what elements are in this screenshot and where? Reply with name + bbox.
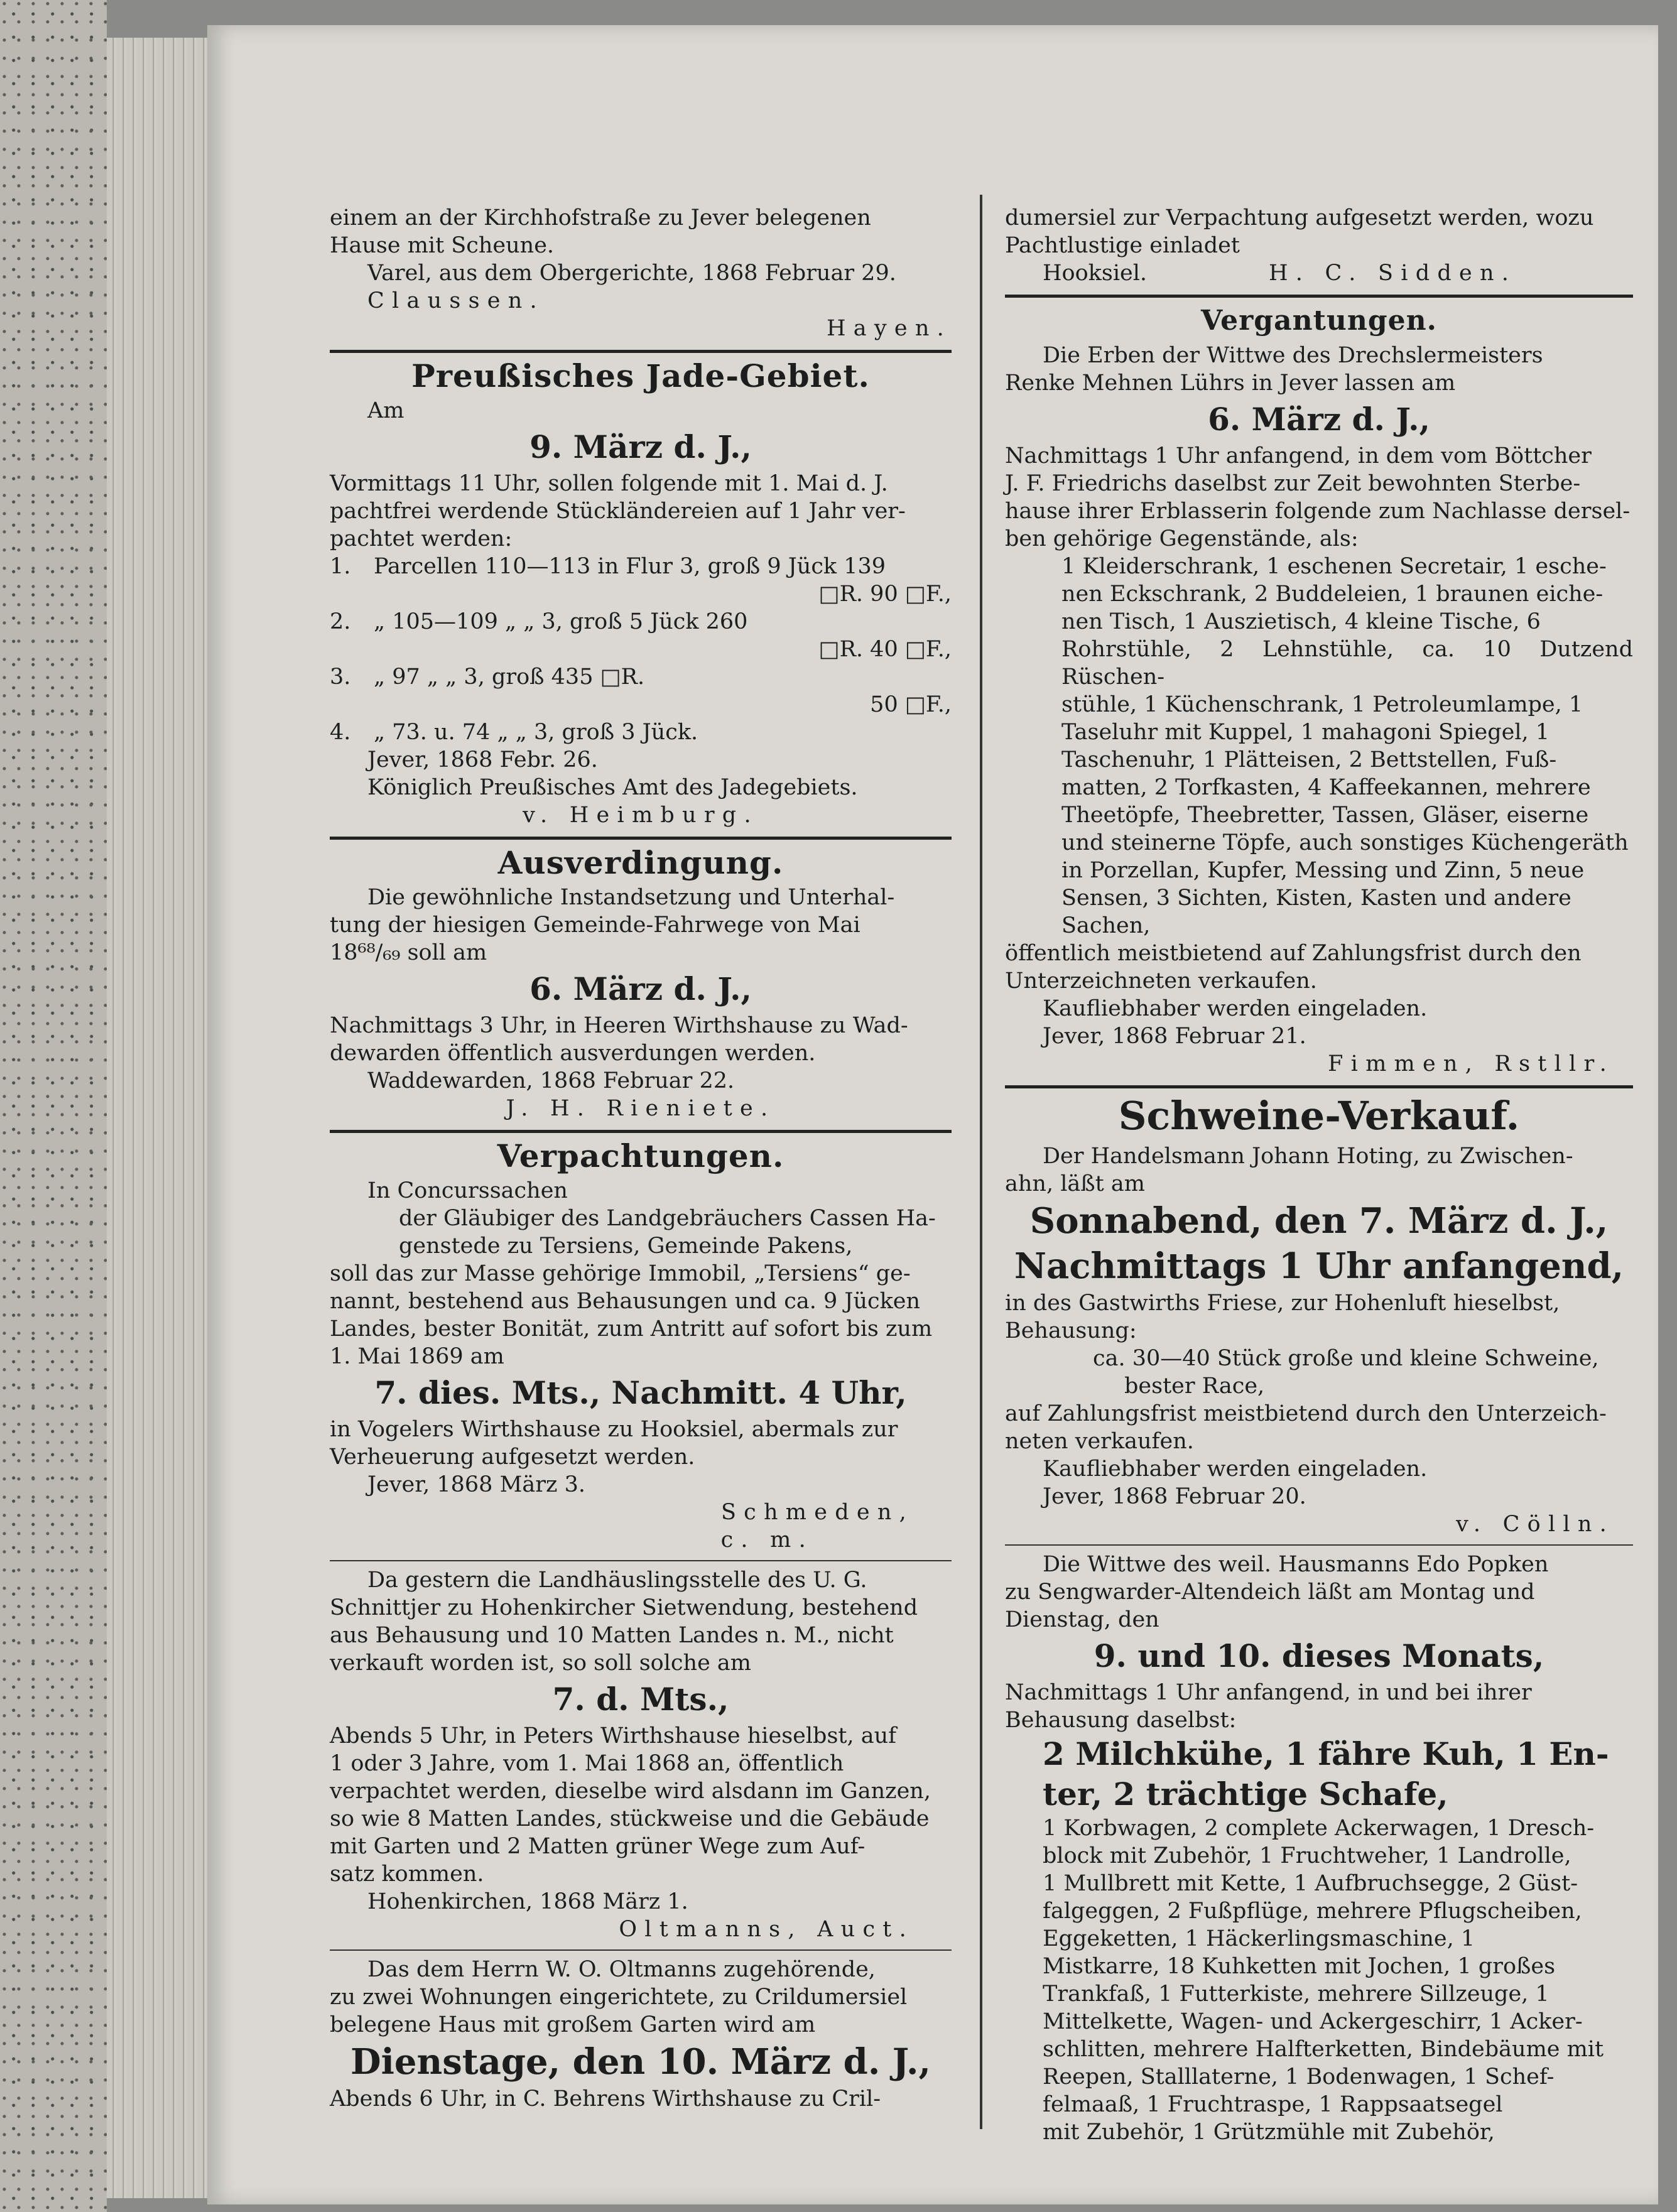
text-line: ben gehörige Gegenstände, als:: [1005, 526, 1359, 551]
list-item: Trankfaß, 1 Futterkiste, mehrere Sillzeuge, 1: [1043, 1982, 1549, 2007]
event-date: 7. d. Mts.,: [552, 1681, 729, 1718]
signature: Hayen.: [826, 316, 952, 341]
text-line: genstede zu Tersiens, Gemeinde Pakens,: [399, 1233, 853, 1259]
list-item: [330, 718, 952, 746]
item-unit: 50 □F.,: [870, 692, 952, 717]
text-line: satz kommen.: [330, 1862, 484, 1887]
page-edges: [107, 38, 220, 2198]
list-item: falgeggen, 2 Fußpflüge, mehrere Pflugscheiben,: [1043, 1899, 1582, 1924]
text-line: Abends 6 Uhr, in C. Behrens Wirthshause zu Cril-: [330, 2086, 881, 2112]
text-line: belegene Haus mit großem Garten wird am: [330, 2012, 816, 2037]
text-line: 1 oder 3 Jahre, vom 1. Mai 1868 an, öffentlich: [330, 1751, 844, 1776]
text-line: Abends 5 Uhr, in Peters Wirthshause hieselbst, auf: [330, 1723, 897, 1748]
text-line: aus Behausung und 10 Matten Landes n. M., nicht: [330, 1623, 894, 1648]
text-line: Dienstag, den: [1005, 1607, 1159, 1632]
text-line: verpachtet werden, dieselbe wird alsdann im Ganzen,: [330, 1779, 931, 1804]
item-number: 1.: [330, 554, 351, 579]
list-item: [330, 553, 952, 580]
section-rule: [330, 1560, 952, 1561]
section-rule: [330, 1949, 952, 1951]
highlight-line: 2 Milchkühe, 1 fähre Kuh, 1 En-: [1043, 1735, 1609, 1772]
place-signature-row: [1005, 259, 1633, 287]
section-rule: [330, 837, 952, 840]
text-line: zu zwei Wohnungen eingerichtete, zu Crildumersiel: [330, 1985, 908, 2010]
list-item: Eggeketten, 1 Häckerlingsmaschine, 1: [1043, 1926, 1475, 1951]
list-item: 1 Mullbrett mit Kette, 1 Aufbruchsegge, 2 Güst-: [1043, 1871, 1578, 1896]
text-line: Die gewöhnliche Instandsetzung und Unterhal-: [367, 885, 895, 910]
section-rule: [1005, 295, 1633, 298]
list-item: Taseluhr mit Kuppel, 1 mahagoni Spiegel, 1: [1061, 720, 1550, 745]
text-line: ahn, läßt am: [1005, 1171, 1145, 1196]
office-name: Königlich Preußisches Amt des Jadegebiets.: [367, 775, 858, 800]
signature: Fimmen, Rstllr.: [1328, 1051, 1614, 1076]
list-item: felmaaß, 1 Fruchtraspe, 1 Rappsaatsegel: [1043, 2092, 1503, 2117]
invitation: Kaufliebhaber werden eingeladen.: [1043, 996, 1428, 1021]
list-item: nen Eckschrank, 2 Buddeleien, 1 braunen eiche-: [1061, 582, 1604, 607]
text-line: pachtet werden:: [330, 526, 513, 551]
notice-vergantungen: [1005, 301, 1633, 1078]
notice-verpachtungen: [330, 1137, 952, 1554]
list-item: Sachen,: [1061, 913, 1151, 938]
section-rule: [330, 1130, 952, 1133]
text-line: Behausung daselbst:: [1005, 1708, 1237, 1733]
item-unit: □R. 90 □F.,: [818, 582, 952, 607]
list-item: matten, 2 Torfkasten, 4 Kaffeekannen, mehrere: [1061, 775, 1591, 800]
section-rule: [1005, 1544, 1633, 1546]
item-unit: □R. 40 □F.,: [818, 637, 952, 662]
text-line: öffentlich meistbietend auf Zahlungsfrist durch den: [1005, 941, 1582, 966]
place-date: Jever, 1868 Februar 20.: [1043, 1484, 1306, 1509]
text-line: Nachmittags 1 Uhr anfangend, in und bei ihrer: [1005, 1680, 1532, 1705]
text-line: Renke Mehnen Lührs in Jever lassen am: [1005, 371, 1456, 396]
event-date: Dienstage, den 10. März d. J.,: [350, 2041, 931, 2083]
list-item: mit Zubehör, 1 Grützmühle mit Zubehör,: [1043, 2120, 1495, 2145]
intro-notice: [330, 204, 952, 342]
text-line: Schnittjer zu Hohenkircher Sietwendung, bestehend: [330, 1595, 918, 1620]
list-item: und steinerne Töpfe, auch sonstiges Küchengeräth: [1061, 830, 1629, 855]
list-item: Reepen, Stalllaterne, 1 Bodenwagen, 1 Schef-: [1043, 2064, 1555, 2090]
text-line: Vormittags 11 Uhr, sollen folgende mit 1. Mai d. J.: [330, 471, 888, 496]
intro-notice: [1005, 204, 1633, 287]
list-item: ca. 30—40 Stück große und kleine Schweine,: [1093, 1346, 1599, 1371]
text-line: Da gestern die Landhäuslingsstelle des U. G.: [367, 1568, 867, 1593]
text-line: Nachmittags 1 Uhr anfangend, in dem vom Böttcher: [1005, 443, 1592, 469]
text-line: Der Handelsmann Johann Hoting, zu Zwischen-: [1043, 1144, 1573, 1169]
text-line: Das dem Herrn W. O. Oltmanns zugehörende,: [367, 1957, 876, 1982]
left-column: [330, 204, 952, 2113]
place-date: Waddewarden, 1868 Februar 22.: [367, 1068, 735, 1093]
item-text: „ 73. u. 74 „ „ 3, groß 3 Jück.: [374, 720, 698, 745]
right-column: [1005, 204, 1633, 2146]
text-line: verkauft worden ist, so soll solche am: [330, 1651, 751, 1676]
text-line: 1. Mai 1869 am: [330, 1344, 504, 1369]
section-heading: Preußisches Jade-Gebiet.: [411, 357, 870, 394]
section-rule: [330, 350, 952, 353]
list-item: bester Race,: [1124, 1374, 1265, 1399]
text-line: J. F. Friedrichs daselbst zur Zeit bewohnten Sterbe-: [1005, 471, 1581, 496]
section-rule: [1005, 1085, 1633, 1088]
notice-ausverdingung: [330, 843, 952, 1122]
text-line: 18⁶⁸/₆₉ soll am: [330, 940, 487, 965]
text-line: einem an der Kirchhofstraße zu Jever belegenen: [330, 205, 871, 230]
notice-popken-verkauf: [1005, 1551, 1633, 2146]
invitation: Kaufliebhaber werden eingeladen.: [1043, 1456, 1428, 1482]
list-item: [330, 663, 952, 691]
notice-landhaeuslingsstelle: [330, 1566, 952, 1943]
text-line: In Concurssachen: [367, 1178, 568, 1203]
notice-jade-gebiet: [330, 357, 952, 829]
text-line: tung der hiesigen Gemeinde-Fahrwege von Mai: [330, 913, 860, 938]
signature: Claussen.: [367, 288, 545, 313]
parcel-list: [330, 553, 952, 746]
text-line: Pachtlustige einladet: [1005, 233, 1240, 258]
list-item: 1 Kleiderschrank, 1 eschenen Secretair, 1 esche-: [1061, 554, 1607, 579]
item-list: [1005, 1814, 1633, 2146]
signature: H. C. Sidden.: [1269, 261, 1517, 286]
text-line: in Vogelers Wirthshause zu Hooksiel, abermals zur: [330, 1417, 898, 1442]
list-item: Mittelkette, Wagen- und Ackergeschirr, 1 Acker-: [1043, 2009, 1583, 2034]
place: Hooksiel.: [1043, 261, 1148, 286]
text-line: Nachmittags 3 Uhr, in Heeren Wirthshause zu Wad-: [330, 1013, 908, 1038]
section-heading: Ausverdingung.: [497, 844, 784, 881]
signature: Oltmanns, Auct.: [619, 1917, 914, 1942]
list-item: block mit Zubehör, 1 Fruchtweher, 1 Landrolle,: [1043, 1843, 1571, 1868]
text-line: Unterzeichneten verkaufen.: [1005, 968, 1317, 994]
list-item: stühle, 1 Küchenschrank, 1 Petroleumlampe, 1: [1061, 692, 1583, 717]
list-item: Rohrstühle, 2 Lehnstühle, ca. 10 Dutzend Rüschen-: [1061, 637, 1633, 690]
event-date: 9. März d. J.,: [529, 428, 752, 465]
text-line: Behausung:: [1005, 1318, 1137, 1343]
notice-oltmanns-haus: [330, 1956, 952, 2113]
event-date: Sonnabend, den 7. März d. J.,: [1029, 1200, 1609, 1242]
list-item: in Porzellan, Kupfer, Messing und Zinn, 5 neue: [1061, 858, 1585, 883]
item-text: Parcellen 110—113 in Flur 3, groß 9 Jück 139: [374, 554, 886, 579]
event-date: 7. dies. Mts., Nachmitt. 4 Uhr,: [374, 1374, 907, 1411]
text-line: dumersiel zur Verpachtung aufgesetzt werden, wozu: [1005, 205, 1594, 230]
place-date: Hohenkirchen, 1868 März 1.: [367, 1889, 688, 1914]
text-line: dewarden öffentlich ausverdungen werden.: [330, 1041, 816, 1066]
text-line: hause ihrer Erblasserin folgende zum Nachlasse dersel-: [1005, 499, 1631, 524]
column-divider: [980, 195, 982, 2129]
text-line: so wie 8 Matten Landes, stückweise und die Gebäude: [330, 1806, 930, 1831]
list-item: Theetöpfe, Theebretter, Tassen, Gläser, eiserne: [1061, 803, 1589, 828]
text-line: zu Sengwarder-Altendeich läßt am Montag und: [1005, 1580, 1535, 1605]
signature: v. Cölln.: [1455, 1512, 1614, 1537]
list-item: Taschenuhr, 1 Plätteisen, 2 Bettstellen, Fuß-: [1061, 747, 1557, 773]
item-number: 4.: [330, 720, 351, 745]
list-item: schlitten, mehrere Halfterketten, Bindebäume mit: [1043, 2037, 1604, 2062]
list-item: Sensen, 3 Sichten, Kisten, Kasten und andere: [1061, 886, 1571, 911]
list-item: nen Tisch, 1 Auszietisch, 4 kleine Tische, 6: [1061, 609, 1541, 634]
list-item: [330, 608, 952, 636]
signature: v. Heimburg.: [523, 803, 759, 828]
text-line: auf Zahlungsfrist meistbietend durch den Unterzeich-: [1005, 1401, 1607, 1426]
event-date: 6. März d. J.,: [1208, 401, 1430, 438]
text-line: Hause mit Scheune.: [330, 233, 555, 258]
event-time: Nachmittags 1 Uhr anfangend,: [1014, 1245, 1624, 1287]
text-line: nannt, bestehend aus Behausungen und ca. 9 Jücken: [330, 1289, 921, 1314]
list-item: Mistkarre, 18 Kuhketten mit Jochen, 1 großes: [1043, 1954, 1556, 1979]
signature: Schmeden,: [720, 1500, 914, 1525]
text-line: Am: [367, 398, 404, 423]
notice-schweine-verkauf: [1005, 1092, 1633, 1538]
item-text: „ 105—109 „ „ 3, groß 5 Jück 260: [374, 609, 748, 634]
text-line: mit Garten und 2 Matten grüner Wege zum Auf-: [330, 1834, 866, 1859]
section-heading: Schweine-Verkauf.: [1118, 1093, 1520, 1139]
text-line: neten verkaufen.: [1005, 1429, 1194, 1454]
section-heading: Verpachtungen.: [497, 1137, 784, 1174]
text-line: soll das zur Masse gehörige Immobil, „Tersiens“ ge-: [330, 1261, 911, 1286]
text-line: Die Erben der Wittwe des Drechslermeisters: [1043, 343, 1543, 368]
signature: J. H. Rieniete.: [506, 1096, 776, 1121]
newspaper-page: [207, 25, 1658, 2204]
section-heading: Vergantungen.: [1201, 305, 1437, 337]
item-list: [1005, 553, 1633, 940]
item-number: 2.: [330, 609, 351, 634]
book-spine-edge: [0, 0, 107, 2212]
list-item: 1 Korbwagen, 2 complete Ackerwagen, 1 Dresch-: [1043, 1816, 1595, 1841]
signature: c. m.: [720, 1527, 813, 1553]
text-line: in des Gastwirths Friese, zur Hohenluft hieselbst,: [1005, 1291, 1560, 1316]
place-date: Varel, aus dem Obergerichte, 1868 Februar 29.: [367, 261, 896, 286]
place-date: Jever, 1868 März 3.: [367, 1472, 585, 1497]
text-line: Verheuerung aufgesetzt werden.: [330, 1445, 695, 1470]
event-date: 9. und 10. dieses Monats,: [1094, 1637, 1544, 1674]
text-line: pachtfrei werdende Stückländereien auf 1 Jahr ver-: [330, 499, 906, 524]
place-date: Jever, 1868 Februar 21.: [1043, 1024, 1306, 1049]
place-date: Jever, 1868 Febr. 26.: [367, 747, 598, 773]
text-line: Landes, bester Bonität, zum Antritt auf sofort bis zum: [330, 1316, 933, 1342]
highlight-line: ter, 2 trächtige Schafe,: [1043, 1776, 1448, 1813]
event-date: 6. März d. J.,: [529, 970, 752, 1007]
text-line: der Gläubiger des Landgebräuchers Cassen Ha-: [399, 1206, 936, 1231]
item-number: 3.: [330, 664, 351, 690]
text-line: Die Wittwe des weil. Hausmanns Edo Popken: [1043, 1552, 1549, 1577]
item-text: „ 97 „ „ 3, groß 435 □R.: [374, 664, 645, 690]
